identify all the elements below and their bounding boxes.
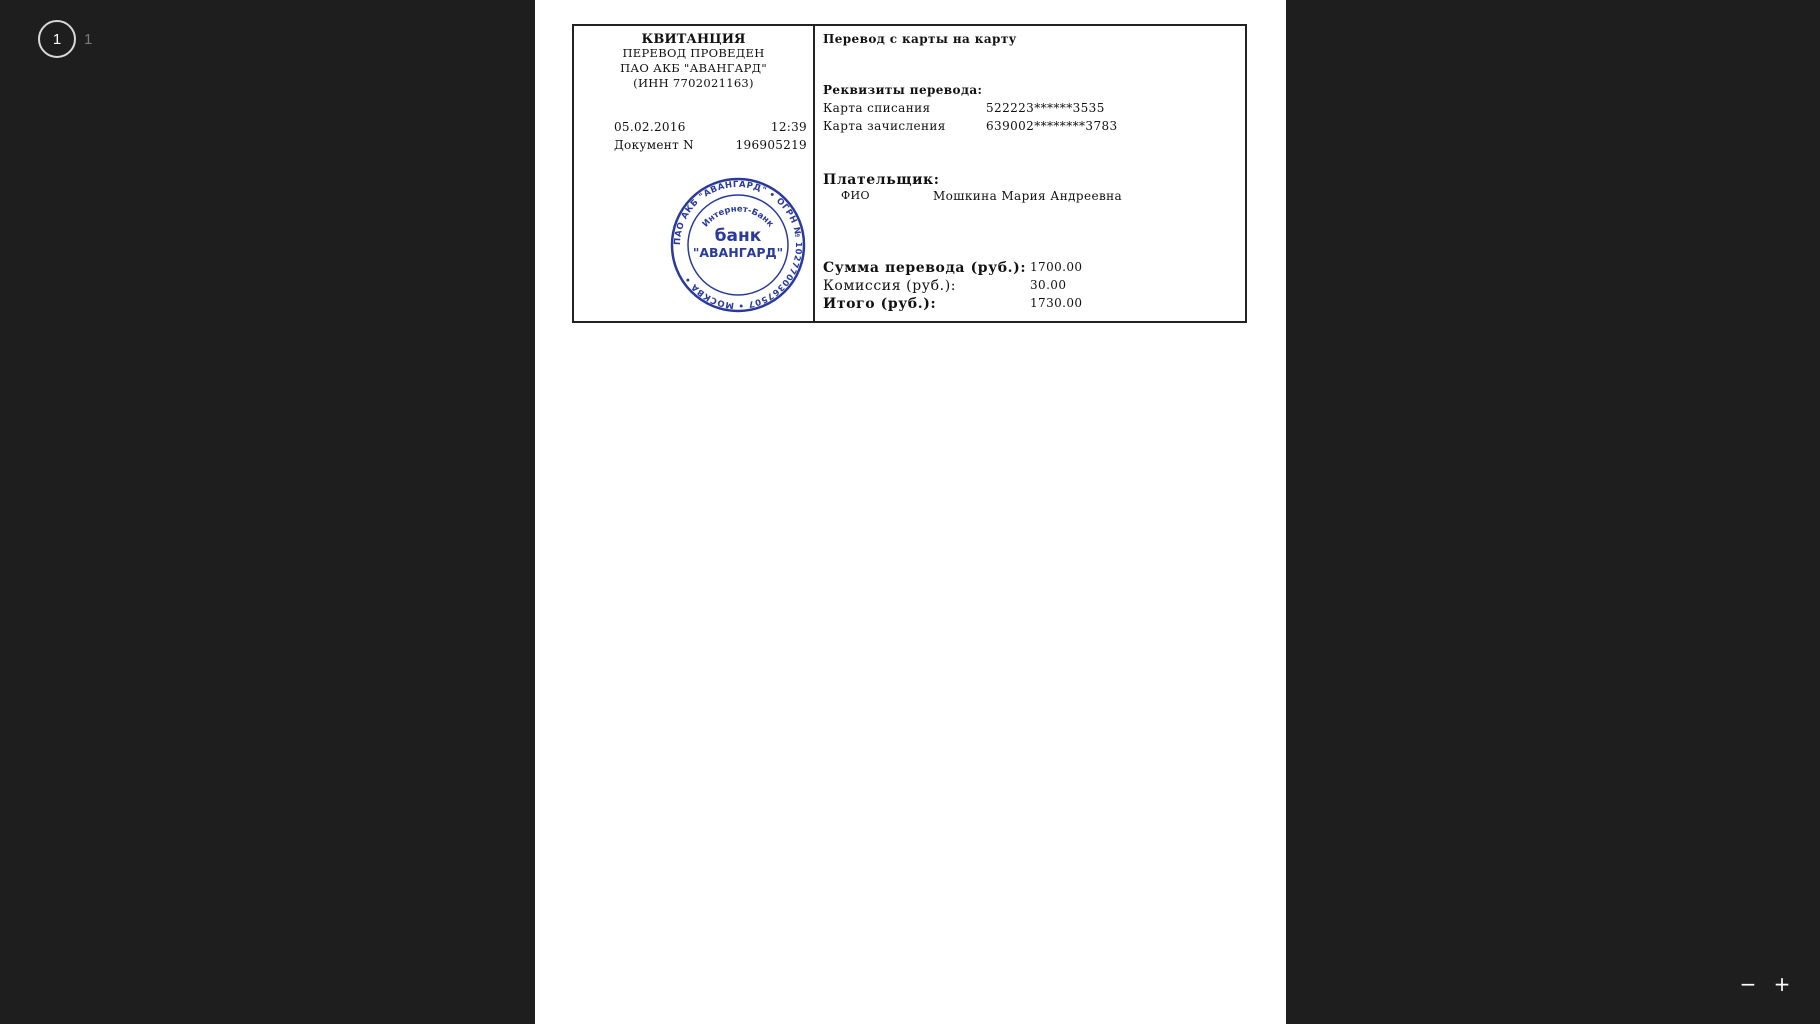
fio-value: Мошкина Мария Андреевна [933,189,1123,203]
receipt [572,24,1247,323]
document-page [535,0,1286,1024]
target-card-label: Карта зачисления [823,119,946,133]
stamp-outer-text: ПАО АКБ "АВАНГАРД" • ОГРН № 1027700367507 • МОСКВА • [672,179,804,311]
source-card-value: 522223******3535 [986,101,1105,115]
total-pages: 1 [84,30,93,48]
target-card-value: 639002********3783 [986,119,1118,133]
stamp-center-line1: банк [714,226,762,246]
receipt-status: ПЕРЕВОД ПРОВЕДЕН [622,46,765,60]
commission-value: 30.00 [1030,278,1067,292]
date-time-row [614,120,807,134]
receipt-title: КВИТАНЦИЯ [641,32,746,47]
document-number: 196905219 [735,138,807,152]
fio-label: ФИО [841,189,870,202]
bank-inn: (ИНН 7702021163) [633,76,754,90]
receipt-date: 05.02.2016 [614,120,686,134]
total-label: Итого (руб.): [823,296,937,312]
receipt-time: 12:39 [770,120,807,134]
commission-label: Комиссия (руб.): [823,278,957,294]
document-number-row [614,138,807,152]
zoom-out-button[interactable]: − [1739,972,1757,996]
operation-title: Перевод с карты на карту [823,32,1017,46]
page-indicator [38,20,92,58]
stamp-center-line2: "АВАНГАРД" [692,245,784,260]
amount-value: 1700.00 [1030,260,1083,274]
receipt-left-column [574,26,815,321]
source-card-label: Карта списания [823,101,931,115]
current-page-button[interactable]: 1 [38,20,76,58]
amount-label: Сумма перевода (руб.): [823,260,1027,276]
stamp-inner-arc: Интернет-Банк [700,204,776,230]
bank-stamp-icon [670,177,806,313]
details-header: Реквизиты перевода: [823,83,983,97]
payer-header: Плательщик: [823,172,940,188]
bank-name: ПАО АКБ "АВАНГАРД" [620,61,767,75]
total-value: 1730.00 [1030,296,1083,310]
receipt-right-column [815,26,1245,321]
document-label: Документ N [614,138,694,152]
zoom-in-button[interactable]: + [1773,972,1791,996]
